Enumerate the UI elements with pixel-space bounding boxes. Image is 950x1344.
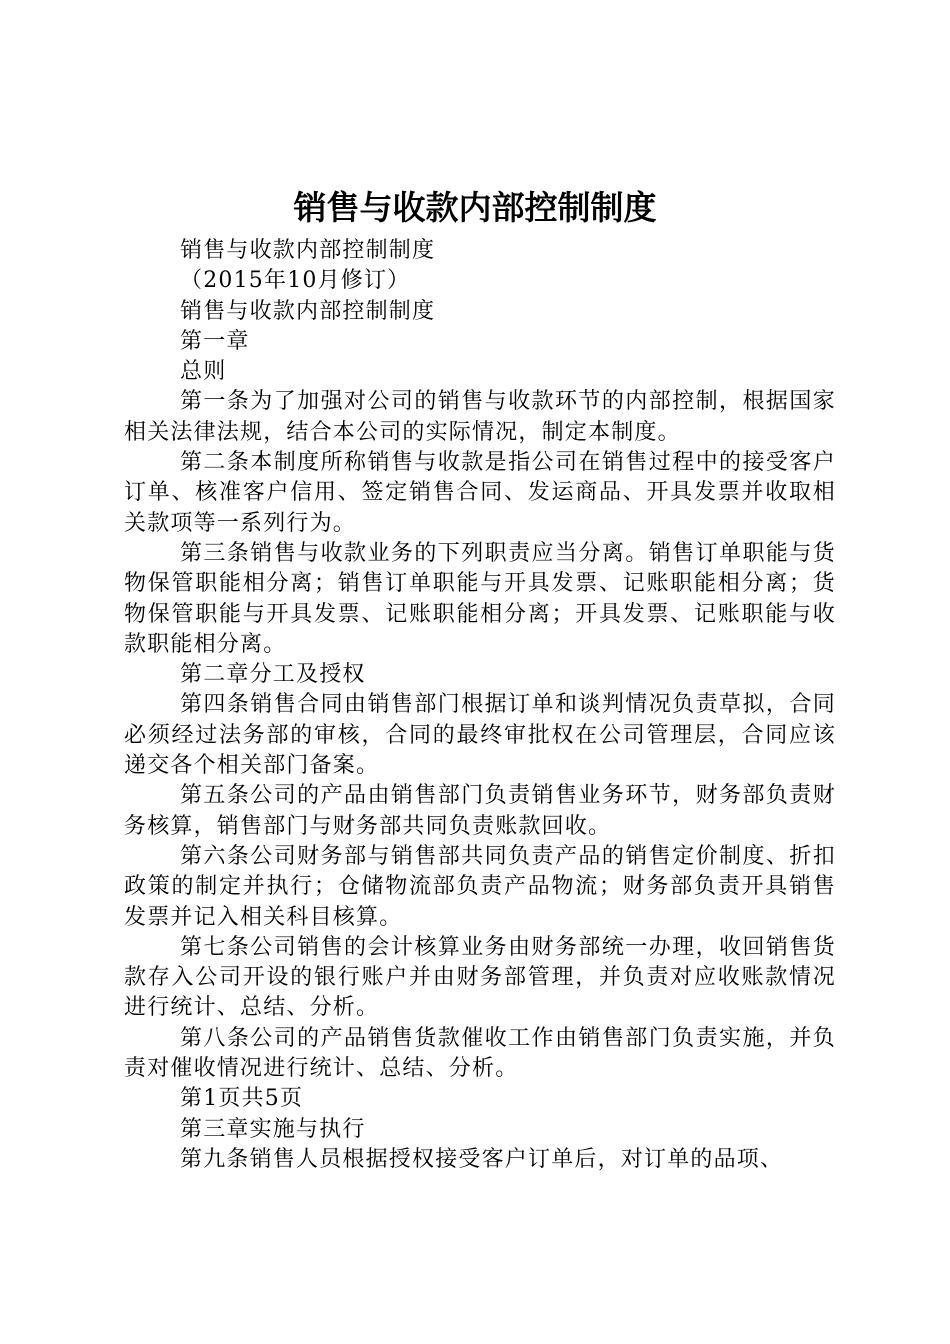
article-paragraph: 第一条为了加强对公司的销售与收款环节的内部控制，根据国家相关法律法规，结合本公司的实际情况，制定本制度。 [124, 389, 836, 445]
article-paragraph: 第九条销售人员根据授权接受客户订单后，对订单的品项、 [180, 1146, 784, 1172]
chapter-heading: 第二章分工及授权 [180, 662, 366, 688]
chapter-subtitle: 总则 [180, 359, 227, 385]
article-paragraph: 第五条公司的产品由销售部门负责销售业务环节，财务部负责财务核算，销售部门与财务部共同负责账款回收。 [124, 783, 836, 839]
document-title: 销售与收款内部控制制度 [293, 188, 657, 227]
chapter-heading: 第一章 [180, 328, 250, 354]
document-body [124, 236, 836, 1175]
article-paragraph: 第七条公司销售的会计核算业务由财务部统一办理，收回销售货款存入公司开设的银行账户并由财务部管理，并负责对应收账款情况进行统计、总结、分析。 [124, 934, 836, 1021]
article-paragraph: 第三条销售与收款业务的下列职责应当分离。销售订单职能与货物保管职能相分离；销售订单职能与开具发票、记账职能相分离；货物保管职能与开具发票、记账职能相分离；开具发票、记账职能与收款职能相分离。 [124, 540, 836, 657]
paragraph: 销售与收款内部控制制度 [180, 238, 436, 263]
article-paragraph: 第二条本制度所称销售与收款是指公司在销售过程中的接受客户订单、核准客户信用、签定销售合同、发运商品、开具发票并收取相关款项等一系列行为。 [124, 450, 836, 536]
chapter-heading: 第三章实施与执行 [180, 1116, 366, 1142]
paragraph: （2015年10月修订） [180, 268, 411, 294]
article-paragraph: 第八条公司的产品销售货款催收工作由销售部门负责实施，并负责对催收情况进行统计、总结、分析。 [124, 1025, 836, 1082]
paragraph: 销售与收款内部控制制度 [180, 298, 436, 324]
article-paragraph: 第四条销售合同由销售部门根据订单和谈判情况负责草拟，合同必须经过法务部的审核，合同的最终审批权在公司管理层，合同应该递交各个相关部门备案。 [124, 692, 836, 779]
article-paragraph: 第六条公司财务部与销售部共同负责产品的销售定价制度、折扣政策的制定并执行；仓储物流部负责产品物流；财务部负责开具销售发票并记入相关科目核算。 [124, 843, 836, 930]
page-number: 第1页共5页 [180, 1086, 304, 1112]
